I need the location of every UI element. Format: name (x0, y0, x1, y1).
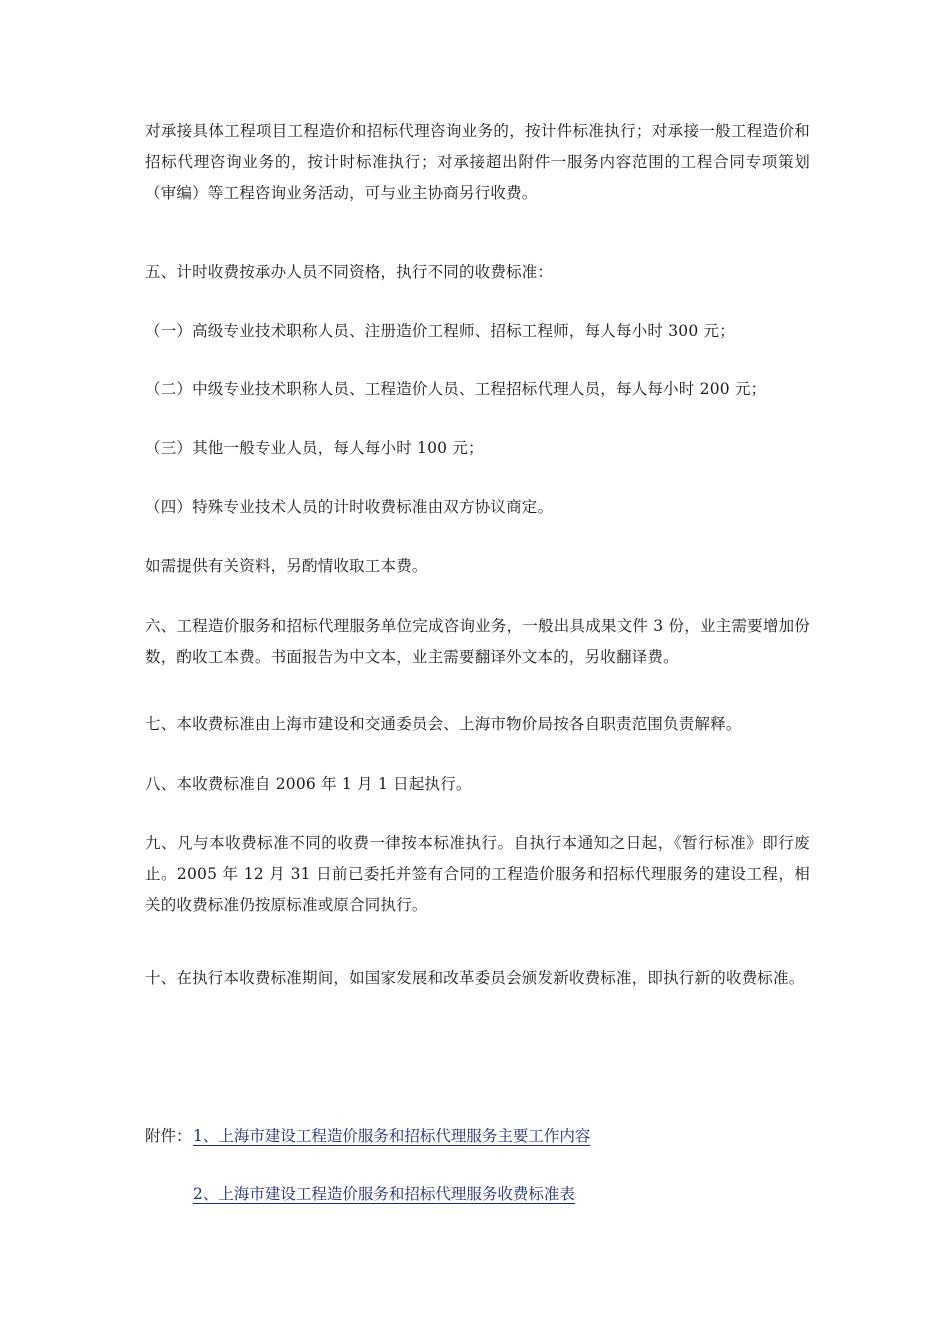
paragraph-section-five: 五、计时收费按承办人员不同资格，执行不同的收费标准： (145, 263, 554, 281)
paragraph-materials-fee: 如需提供有关资料，另酌情收取工本费。 (145, 557, 428, 575)
paragraph-section-eight: 八、本收费标准自 2006 年 1 月 1 日起执行。 (145, 775, 472, 793)
paragraph-section-ten: 十、在执行本收费标准期间，如国家发展和改革委员会颁发新收费标准，即执行新的收费标准。 (145, 969, 805, 987)
paragraph-item-three: （三）其他一般专业人员，每人每小时 100 元； (145, 439, 484, 457)
paragraph-item-one: （一）高级专业技术职称人员、注册造价工程师、招标工程师，每人每小时 300 元； (145, 322, 735, 340)
paragraph-section-seven: 七、本收费标准由上海市建设和交通委员会、上海市物价局按各自职责范围负责解释。 (145, 715, 742, 733)
attachments-label: 附件： (145, 1127, 192, 1145)
paragraph-section-nine: 九、凡与本收费标准不同的收费一律按本标准执行。自执行本通知之日起，《暂行标准》即行废止。2005 年 12 月 31 日前已委托并签有合同的工程造价服务和招标代理服务的建设工程，相关的收费标准仍按原标准或原合同执行。 (145, 834, 810, 914)
attachment-link-fee-table[interactable]: 2、上海市建设工程造价服务和招标代理服务收费标准表 (193, 1185, 575, 1203)
attachment-link-work-content[interactable]: 1、上海市建设工程造价服务和招标代理服务主要工作内容 (193, 1127, 591, 1145)
paragraph-billing-method: 对承接具体工程项目工程造价和招标代理咨询业务的，按计件标准执行；对承接一般工程造价和招标代理咨询业务的，按计时标准执行；对承接超出附件一服务内容范围的工程合同专项策划（审编）等工程咨询业务活动，可与业主协商另行收费。 (145, 122, 810, 202)
paragraph-item-four: （四）特殊专业技术人员的计时收费标准由双方协议商定。 (145, 498, 554, 516)
paragraph-section-six: 六、工程造价服务和招标代理服务单位完成咨询业务，一般出具成果文件 3 份，业主需要增加份数，酌收工本费。书面报告为中文本，业主需要翻译外文本的，另收翻译费。 (145, 617, 810, 666)
paragraph-item-two: （二）中级专业技术职称人员、工程造价人员、工程招标代理人员，每人每小时 200 元； (145, 380, 767, 398)
